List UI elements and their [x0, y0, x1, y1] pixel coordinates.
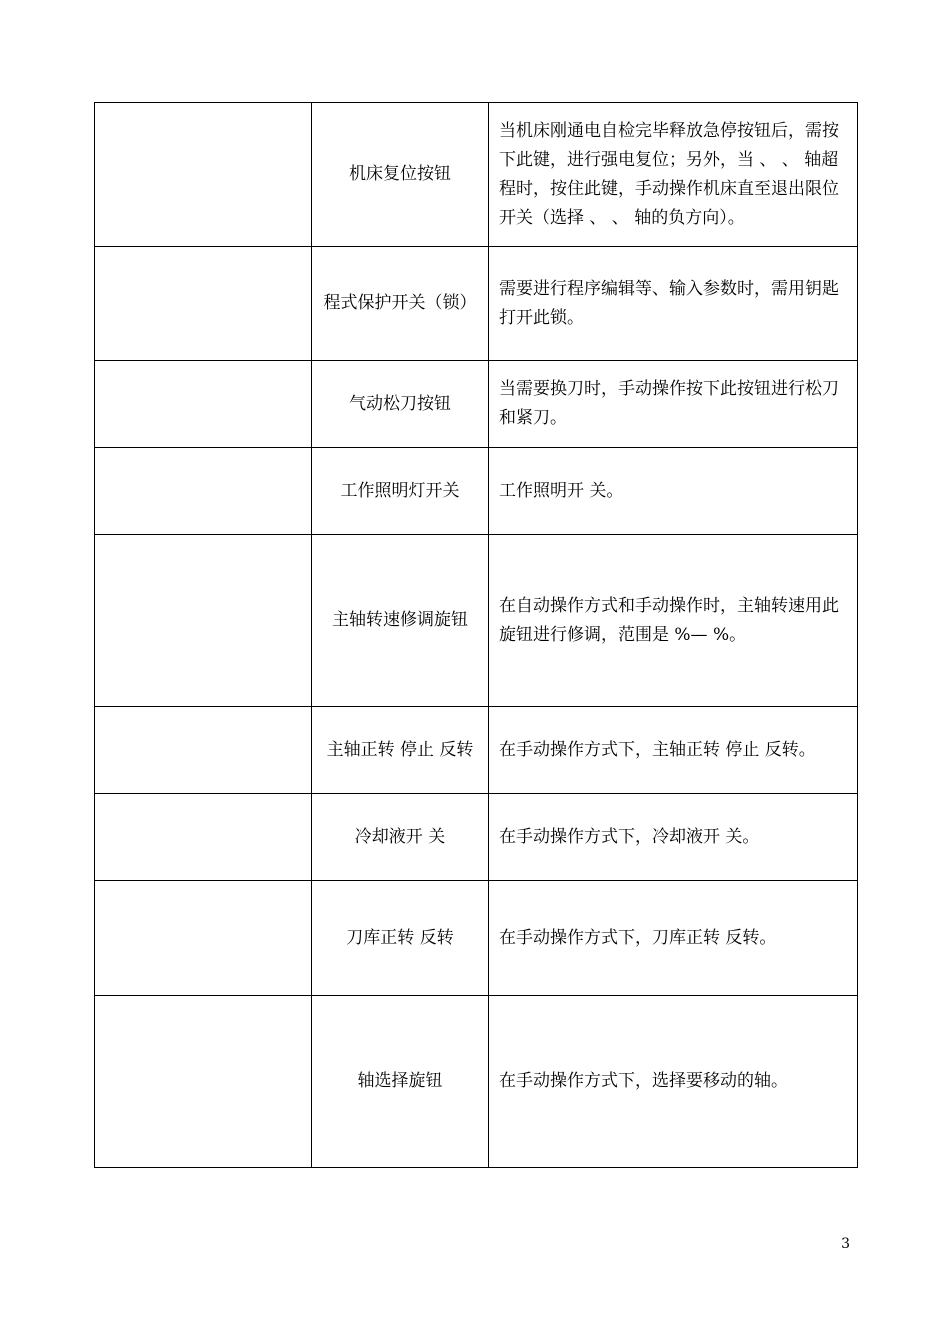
control-name-cell: 刀库正转 反转 — [312, 881, 489, 996]
control-name-cell: 轴选择旋钮 — [312, 996, 489, 1168]
control-description-cell: 需要进行程序编辑等、输入参数时，需用钥匙打开此锁。 — [489, 247, 858, 361]
control-name-cell: 主轴正转 停止 反转 — [312, 707, 489, 794]
page-number: 3 — [841, 1236, 850, 1252]
table-row — [95, 103, 858, 247]
control-description-cell: 在手动操作方式下，主轴正转 停止 反转。 — [489, 707, 858, 794]
table-row — [95, 247, 858, 361]
table-row — [95, 361, 858, 448]
control-description-cell: 当机床刚通电自检完毕释放急停按钮后，需按下此键，进行强电复位；另外，当 、 、 轴超程时，按住此键，手动操作机床直至退出限位开关（选择 、 、 轴的负方向）。 — [489, 103, 858, 247]
image-cell — [95, 247, 312, 361]
table-row — [95, 794, 858, 881]
control-name-cell: 冷却液开 关 — [312, 794, 489, 881]
image-cell — [95, 535, 312, 707]
control-description-cell: 当需要换刀时，手动操作按下此按钮进行松刀和紧刀。 — [489, 361, 858, 448]
control-name-cell: 气动松刀按钮 — [312, 361, 489, 448]
image-cell — [95, 448, 312, 535]
table-row — [95, 707, 858, 794]
image-cell — [95, 361, 312, 448]
table-row — [95, 448, 858, 535]
control-description-cell: 工作照明开 关。 — [489, 448, 858, 535]
control-description-cell: 在手动操作方式下，选择要移动的轴。 — [489, 996, 858, 1168]
control-description-cell: 在自动操作方式和手动操作时，主轴转速用此旋钮进行修调，范围是 %— %。 — [489, 535, 858, 707]
table-row — [95, 881, 858, 996]
image-cell — [95, 881, 312, 996]
control-description-cell: 在手动操作方式下，刀库正转 反转。 — [489, 881, 858, 996]
control-name-cell: 机床复位按钮 — [312, 103, 489, 247]
control-name-cell: 主轴转速修调旋钮 — [312, 535, 489, 707]
table-row — [95, 996, 858, 1168]
control-name-cell: 工作照明灯开关 — [312, 448, 489, 535]
image-cell — [95, 996, 312, 1168]
image-cell — [95, 794, 312, 881]
control-panel-table — [94, 102, 858, 1168]
table-row — [95, 535, 858, 707]
control-description-cell: 在手动操作方式下，冷却液开 关。 — [489, 794, 858, 881]
image-cell — [95, 103, 312, 247]
control-name-cell: 程式保护开关（锁） — [312, 247, 489, 361]
image-cell — [95, 707, 312, 794]
